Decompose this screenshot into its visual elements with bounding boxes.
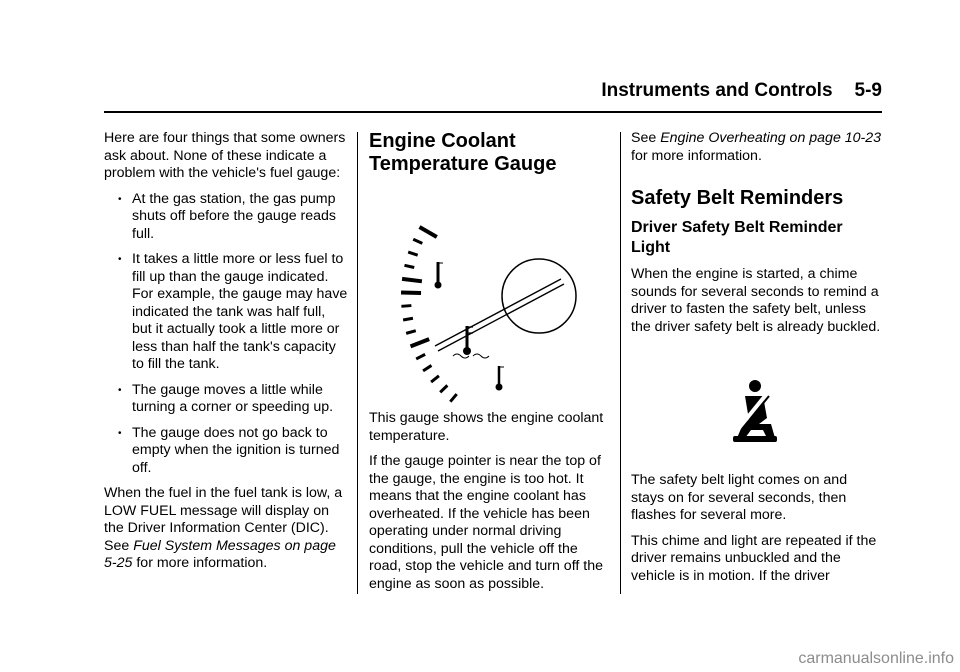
gauge-tick: [419, 227, 436, 237]
hot-thermometer-icon: [435, 262, 444, 289]
list-item: • At the gas station, the gas pump shuts off before the gauge reads full.: [118, 190, 337, 242]
coolant-paragraph-1: This gauge shows the engine coolant temperature.: [369, 410, 604, 444]
bullet-icon: •: [118, 193, 122, 205]
overheating-reference: See Engine Overheating on page 10-23 for more information.: [631, 130, 882, 164]
subheading-driver-belt-light: Driver Safety Belt Reminder Light: [631, 219, 843, 256]
column-fuel-gauge: [104, 130, 348, 581]
gauge-tick: [404, 265, 414, 267]
list-item: • It takes a little more or less fuel to fill up than the gauge indicated. For example, the gauge may have indicated the tank was half full, but it actually took a little more or less than half the tank's capacity to fill the tank.: [118, 251, 348, 372]
header-rule: [104, 111, 882, 113]
gauge-tick: [431, 376, 439, 382]
list-item: • The gauge moves a little while turning a corner or speeding up.: [118, 381, 334, 415]
watermark: carmanualsonline.info: [798, 650, 954, 667]
seatbelt-illustration: [631, 364, 883, 464]
low-fuel-paragraph: When the fuel in the fuel tank is low, a LOW FUEL message will display on the Driver Information Center (DIC). See Fuel System Messages on page 5-25 for more information.: [104, 485, 343, 571]
bullet-icon: •: [118, 427, 122, 439]
gauge-tick: [450, 394, 456, 402]
coolant-temperature-gauge-icon: [369, 196, 609, 410]
bullet-icon: •: [118, 254, 122, 265]
page-header: [601, 80, 882, 102]
gauge-tick: [401, 306, 411, 307]
belt-paragraph-1: When the engine is started, a chime sounds for several seconds to remind a driver to fasten the safety belt, unless the driver safety belt is already buckled.: [631, 266, 881, 335]
belt-paragraph-3: This chime and light are repeated if the driver remains unbuckled and the vehicle is in motion. If the driver: [631, 532, 877, 584]
safety-belt-reminder-icon: [631, 364, 871, 464]
fuel-system-messages-link[interactable]: Fuel System Messages on page 5-25: [104, 537, 336, 571]
gauge-tick: [402, 279, 422, 281]
intro-paragraph: Here are four things that some owners ask about. None of these indicate a problem with the vehicle's fuel gauge:: [104, 130, 346, 181]
gauge-tick: [408, 252, 417, 255]
column-coolant-gauge: [369, 130, 609, 601]
gauge-tick: [413, 239, 422, 243]
gauge-tick: [416, 354, 425, 359]
cold-thermometer-icon: [496, 366, 505, 391]
belt-paragraph-2: The safety belt light comes on and stays on for several seconds, then flashes for several more.: [631, 472, 848, 523]
column-divider: [620, 132, 621, 594]
gauge-tick: [423, 365, 431, 370]
section-title: Instruments and Controls: [601, 80, 833, 101]
gauge-tick: [411, 339, 430, 346]
gauge-tick: [403, 318, 413, 320]
gauge-tick-group: [401, 227, 457, 402]
bullet-icon: •: [118, 384, 122, 396]
gauge-tick: [406, 331, 416, 334]
column-divider: [357, 132, 358, 594]
column-safety-belt: [631, 130, 883, 593]
list-item: • The gauge does not go back to empty when the ignition is turned off.: [118, 424, 340, 476]
coolant-symbol-icon: [453, 326, 489, 358]
engine-overheating-link[interactable]: Engine Overheating on page 10-23: [660, 130, 882, 146]
bullet-list: [104, 191, 348, 478]
section-heading-safety-belt: Safety Belt Reminders: [631, 187, 844, 209]
gauge-tick: [440, 385, 447, 392]
page-number: 5-9: [854, 80, 882, 101]
section-heading-coolant: Engine Coolant Temperature Gauge: [369, 130, 557, 175]
coolant-paragraph-2: If the gauge pointer is near the top of the gauge, the engine is too hot. It means that the engine coolant has overheated. If the vehicle has been operating under normal driving conditions, pull the vehicle off the road, stop the vehicle and turn off the engine as soon as possible.: [369, 453, 603, 592]
gauge-illustration: [369, 196, 609, 410]
